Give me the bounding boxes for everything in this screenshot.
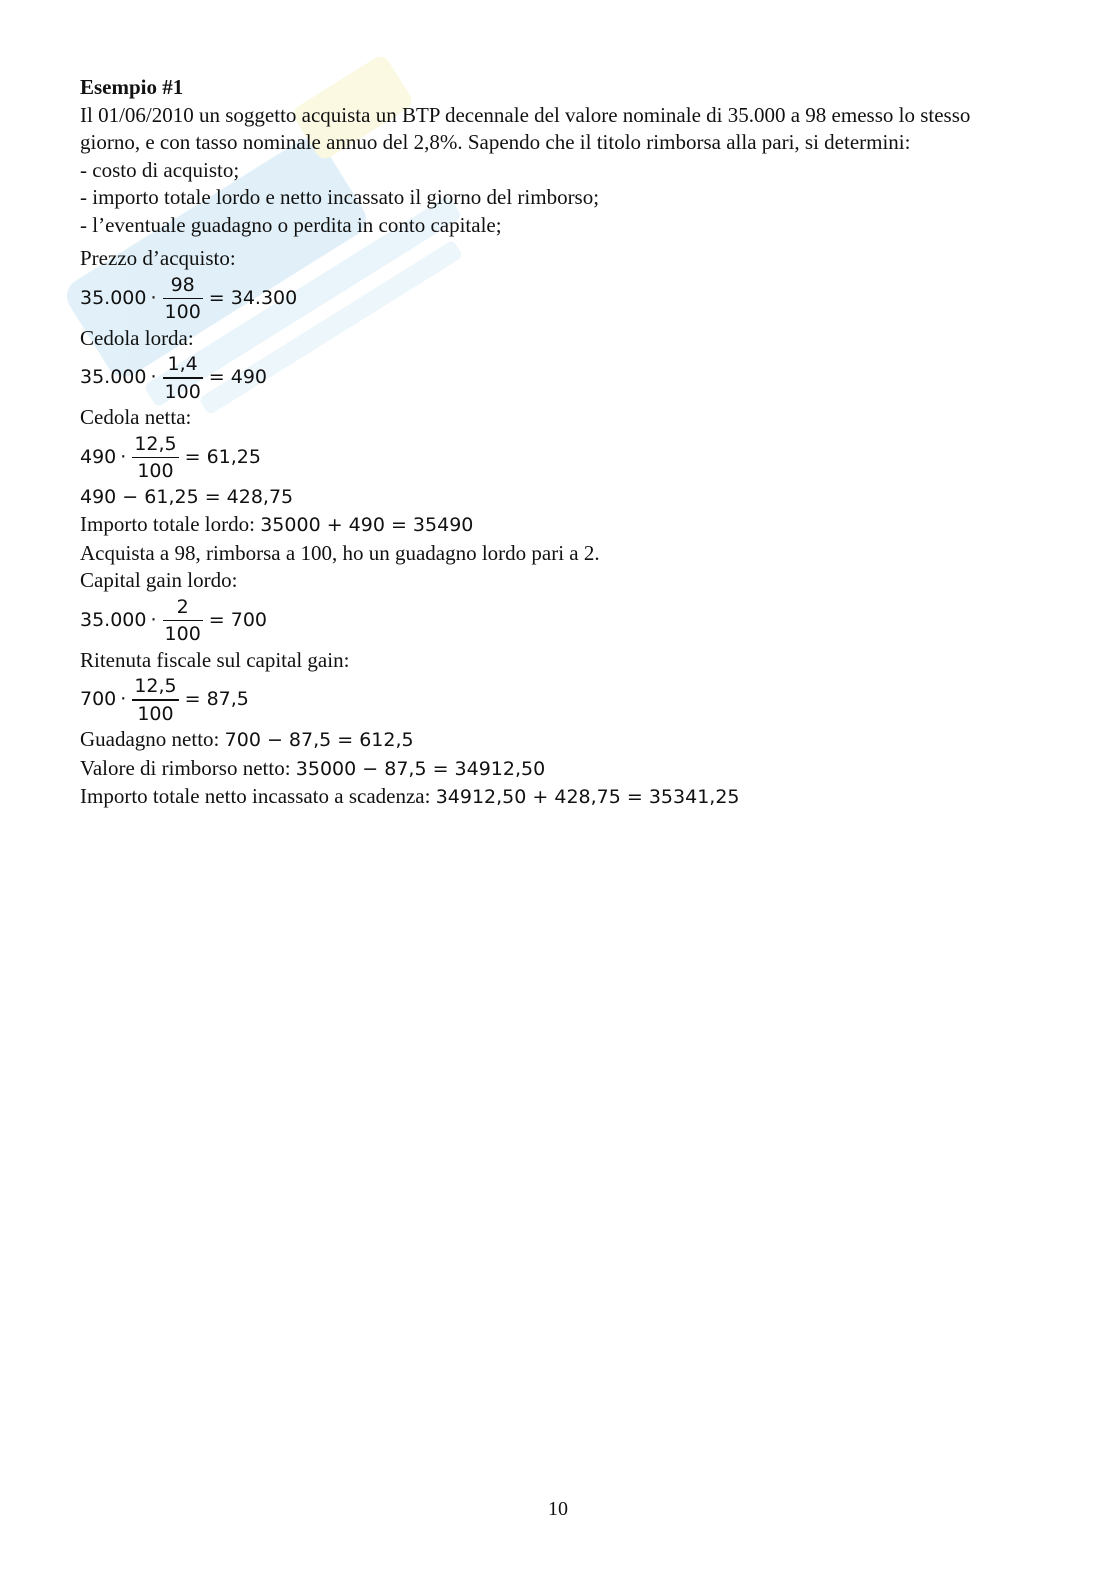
- capital-gain-formula: 35.000 · $\frac{2}{100}$ = 700: [80, 595, 268, 646]
- capital-gain-label: Capital gain lordo:: [80, 568, 238, 592]
- example-heading: Esempio #1: [80, 75, 184, 99]
- cedola-lorda-label: Cedola lorda:: [80, 325, 194, 350]
- fraction: $\frac{12,5}{100}$: [134, 675, 177, 725]
- fraction: $\frac{2}{100}$: [164, 595, 201, 646]
- ritenuta-label: Ritenuta fiscale sul capital gain:: [80, 647, 350, 672]
- document-body: [80, 74, 1050, 812]
- intro-line: giorno, e con tasso nominale annuo del 2,8%. Sapendo che il titolo rimborsa alla pari, si determini:: [80, 130, 911, 154]
- importo-netto-line: Importo totale netto incassato a scadenza: 34912,50 + 428,75 = 35341,25: [80, 784, 740, 808]
- acquista-line: Acquista a 98, rimborsa a 100, ho un guadagno lordo pari a 2.: [80, 540, 600, 565]
- fraction: $\frac{12,5}{100}$: [134, 432, 177, 483]
- prezzo-label: Prezzo d’acquisto:: [80, 246, 236, 270]
- intro-line: - importo totale lordo e netto incassato il giorno del rimborso;: [80, 185, 600, 209]
- intro-line: Il 01/06/2010 un soggetto acquista un BTP decennale del valore nominale di 35.000 a 98 emesso lo stesso: [80, 102, 971, 127]
- valore-rimborso-line: Valore di rimborso netto: 35000 − 87,5 = 34912,50: [80, 755, 546, 780]
- fraction: $\frac{98}{100}$: [164, 273, 201, 324]
- intro-line: - costo di acquisto;: [80, 157, 240, 182]
- ritenuta-formula: 700 · $\frac{12,5}{100}$ = 87,5: [80, 675, 249, 725]
- intro-line: - l’eventuale guadagno o perdita in conto capitale;: [80, 212, 502, 237]
- cedola-lorda-formula: 35.000 · $\frac{1,4}{100}$ = 490: [80, 353, 268, 403]
- guadagno-netto-line: Guadagno netto: 700 − 87,5 = 612,5: [80, 727, 414, 751]
- cedola-netta-label: Cedola netta:: [80, 405, 192, 429]
- cedola-netta-formula: 490 · $\frac{12,5}{100}$ = 61,25: [80, 432, 261, 483]
- page-number: 10: [548, 1498, 568, 1520]
- importo-lordo-line: Importo totale lordo: 35000 + 490 = 35490: [80, 512, 474, 536]
- prezzo-formula: 35.000 · $\frac{98}{100}$ = 34.300: [80, 273, 298, 324]
- fraction: $\frac{1,4}{100}$: [164, 353, 201, 403]
- cedola-netta-result: 490 − 61,25 = 428,75: [80, 485, 294, 508]
